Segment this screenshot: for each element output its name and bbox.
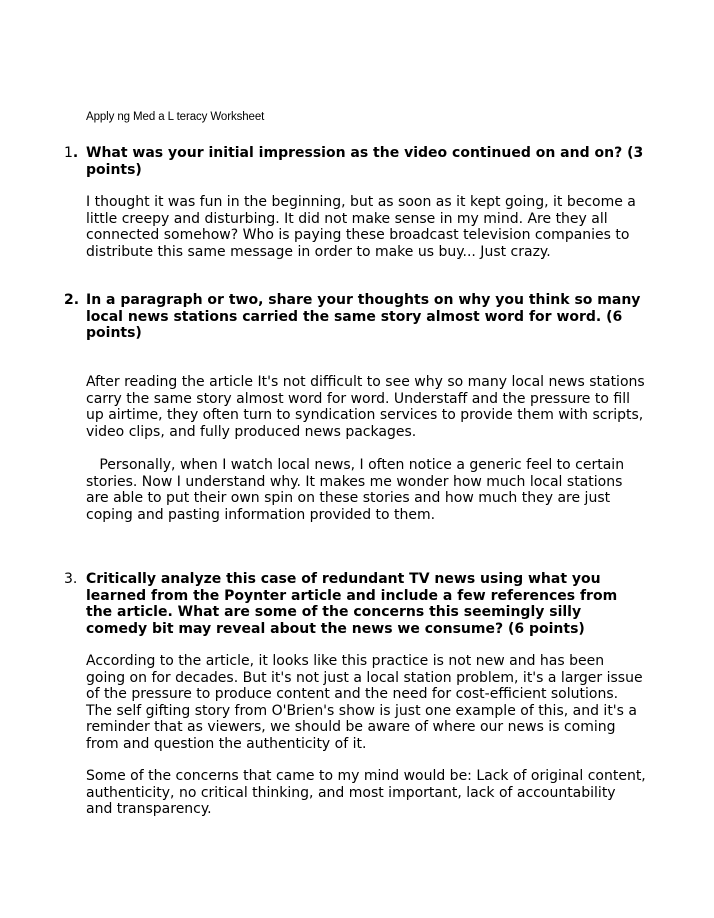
question-number: 1. — [64, 145, 79, 161]
question-number: 3. — [64, 571, 78, 587]
answer-paragraph: Personally, when I watch local news, I often notice a generic feel to certain stories. Now I understand why. It makes me wonder how much local stations are able to put their own spin on these stories and how much they are just coping and pasting information provided to them. — [86, 457, 629, 523]
question-prompt: Critically analyze this case of redundant TV news using what you learned from the Poynter article and include a few references from the article. What are some of the concerns this seemingly silly comedy bit may reveal about the news we consume? (6 points) — [86, 571, 618, 637]
answer-paragraph: According to the article, it looks like this practice is not new and has been going on for decades. But it's not just a local station problem, it's a larger issue of the pressure to produce content and the need for cost-efficient solutions. The self gifting story from O'Brien's show is just one example of this, and it's a reminder that as viewers, we should be aware of where our news is coming from and question the authenticity of it. — [86, 653, 643, 752]
answer-paragraph: Some of the concerns that came to my mind would be: Lack of original content, authenticity, no critical thinking, and most important, lack of accountability and transparency. — [86, 768, 646, 817]
question-number: 2. — [64, 292, 80, 308]
answer-paragraph: I thought it was fun in the beginning, but as soon as it kept going, it become a little creepy and disturbing. It did not make sense in my mind. Are they all connected somehow? Who is paying these broadcast television companies to distribute this same message in order to make us buy... Just crazy. — [86, 194, 636, 260]
question-prompt: What was your initial impression as the video continued on and on? (3 points) — [86, 145, 644, 178]
answer-paragraph: After reading the article It's not difficult to see why so many local news stations carry the same story almost word for word. Understaff and the pressure to fill up airtime, they often turn to syndication services to provide them with scripts, video clips, and fully produced news packages. — [86, 374, 645, 440]
question-prompt: In a paragraph or two, share your thoughts on why you think so many local news stations carried the same story almost word for word. (6 points) — [86, 292, 641, 341]
worksheet-title: Apply ng Med a L teracy Worksheet — [86, 111, 265, 123]
